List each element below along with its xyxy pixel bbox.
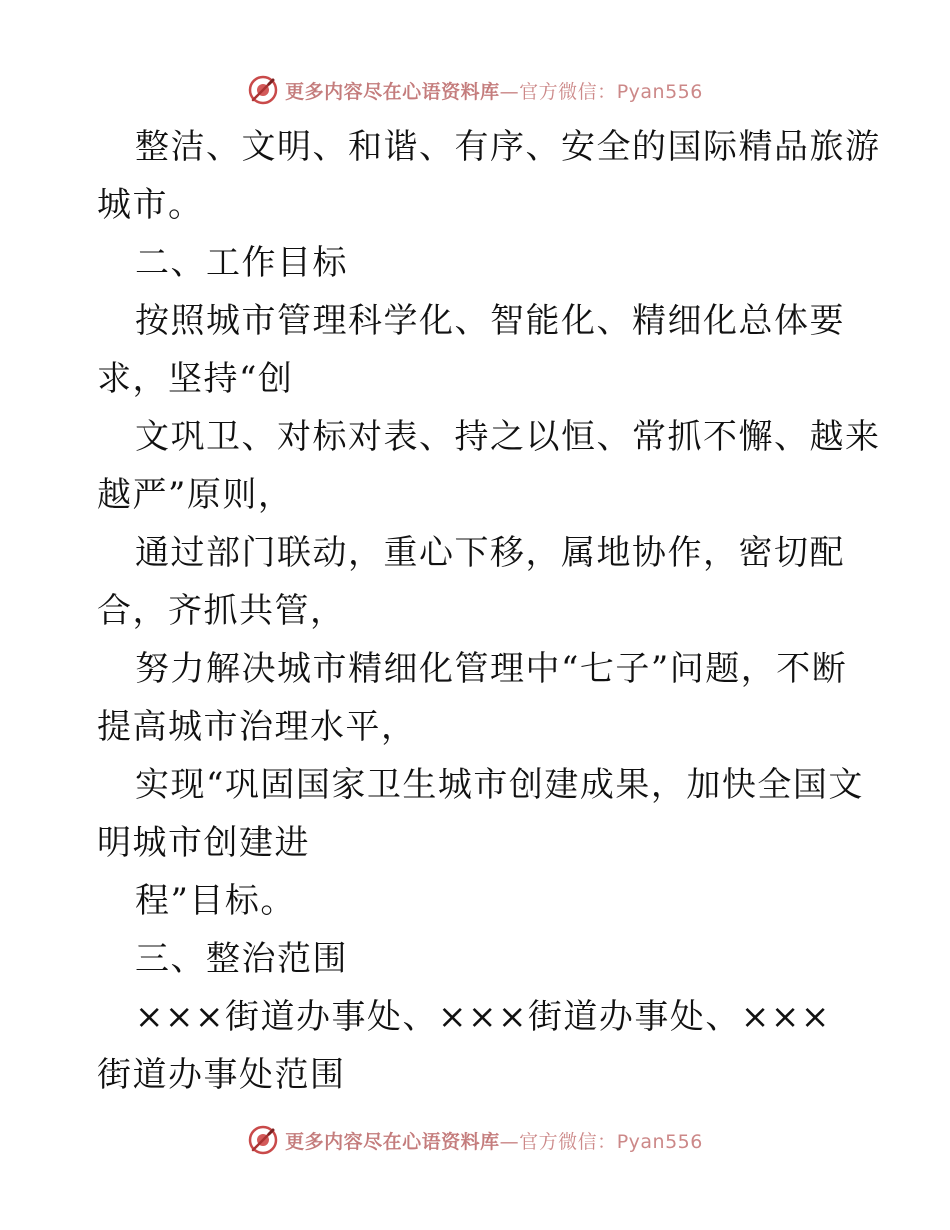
banner-text bbox=[285, 77, 703, 104]
text-line: 整洁、文明、和谐、有序、安全的国际精品旅游 bbox=[135, 127, 881, 167]
banner-wechat-label: 官方微信： bbox=[519, 80, 617, 103]
text-line: 求，坚持“创 bbox=[97, 359, 294, 399]
text-line: ×××街道办事处、×××街道办事处、××× bbox=[135, 997, 831, 1037]
banner-group bbox=[247, 74, 703, 106]
text-line: 三、整治范围 bbox=[135, 939, 348, 979]
text-line: 程”目标。 bbox=[135, 881, 296, 921]
text-line: 街道办事处范围 bbox=[97, 1055, 346, 1095]
banner-dash: — bbox=[499, 80, 520, 103]
banner-main-text: 更多内容尽在心语资料库 bbox=[285, 80, 500, 103]
banner-text bbox=[285, 1127, 703, 1154]
document-body bbox=[97, 118, 881, 1104]
banner-wechat-label: 官方微信： bbox=[519, 1130, 617, 1153]
text-line: 合，齐抓共管， bbox=[97, 591, 346, 631]
text-line: 二、工作目标 bbox=[135, 243, 348, 283]
text-line: 文巩卫、对标对表、持之以恒、常抓不懈、越来 bbox=[135, 417, 881, 457]
text-line: 明城市创建进 bbox=[97, 823, 310, 863]
rose-pen-icon bbox=[247, 1124, 279, 1156]
text-line: 按照城市管理科学化、智能化、精细化总体要 bbox=[135, 301, 845, 341]
text-line: 通过部门联动，重心下移，属地协作，密切配 bbox=[135, 533, 845, 573]
text-line: 实现“巩固国家卫生城市创建成果，加快全国文 bbox=[135, 765, 864, 805]
footer-banner bbox=[0, 1120, 950, 1160]
banner-dash: — bbox=[499, 1130, 520, 1153]
rose-pen-icon bbox=[247, 74, 279, 106]
text-line: 越严”原则， bbox=[97, 475, 294, 515]
header-banner bbox=[0, 70, 950, 110]
banner-group bbox=[247, 1124, 703, 1156]
text-line: 努力解决城市精细化管理中“七子”问题，不断 bbox=[135, 649, 848, 689]
text-line: 城市。 bbox=[97, 185, 204, 225]
banner-wechat-id: Pyan556 bbox=[616, 1130, 703, 1153]
text-line: 提高城市治理水平， bbox=[97, 707, 417, 747]
banner-main-text: 更多内容尽在心语资料库 bbox=[285, 1130, 500, 1153]
banner-wechat-id: Pyan556 bbox=[616, 80, 703, 103]
